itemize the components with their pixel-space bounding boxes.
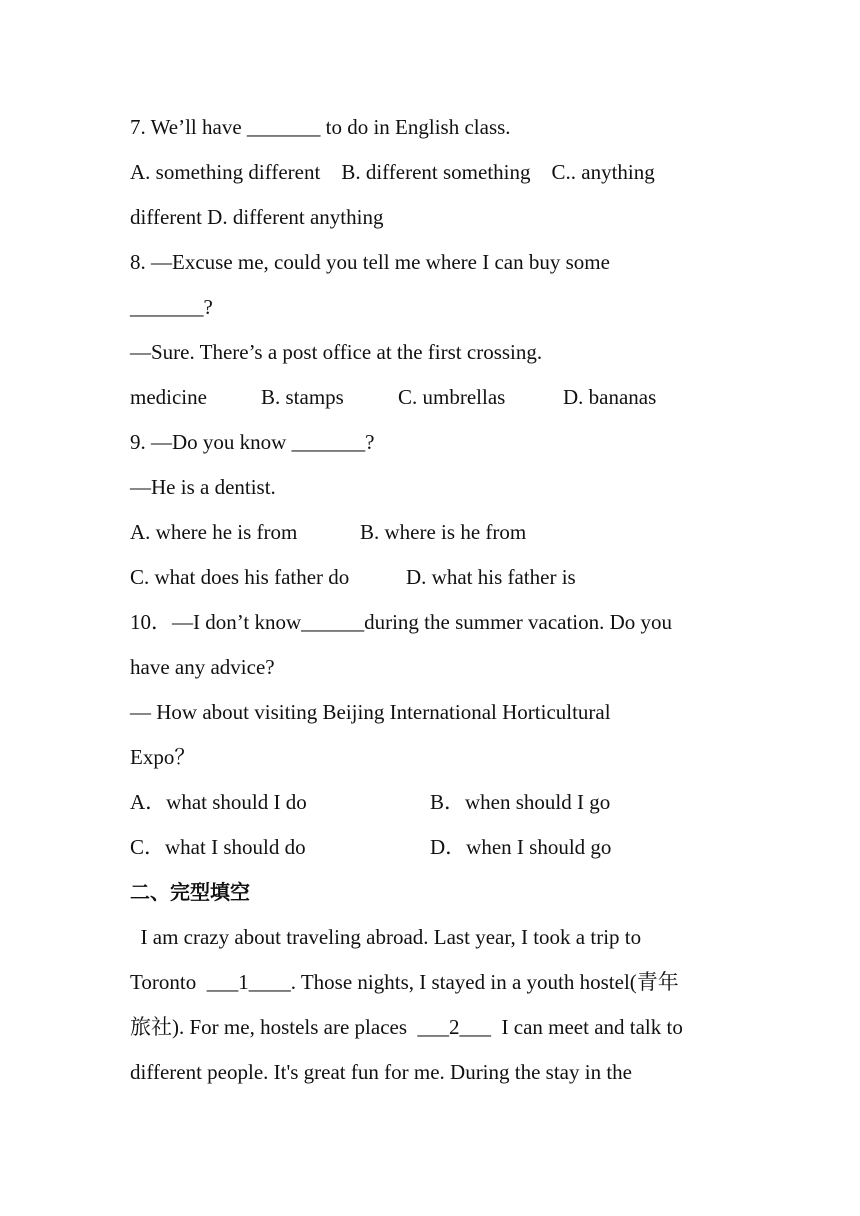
q10-option-c: C．what I should do [130,835,306,859]
q9-option-d: D. what his father is [406,565,576,589]
q10-stem-line1: 10．—I don’t know______during the summer vacation. Do you [130,610,673,634]
passage-line3 [130,1013,683,1041]
passage-line2-post: . Those nights, I stayed in a youth hostel(青年 [290,970,679,994]
q9-option-b: B. where is he from [360,520,527,544]
q10-answer-line1: — How about visiting Beijing International Horticultural [130,700,611,724]
q10-option-b: B．when should I go [430,790,611,814]
q8-option-2: B. stamps [261,385,344,409]
q8-answer: —Sure. There’s a post office at the first crossing. [130,340,543,364]
q9-option-a: A. where he is from [130,520,298,544]
q7-stem: 7. We’ll have _______ to do in English class. [130,115,511,139]
q7-options-line1: A. something different B. different something C.. anything [130,160,655,184]
passage-line1: I am crazy about traveling abroad. Last year, I took a trip to [130,925,642,949]
q10-option-d: D．when I should go [430,835,612,859]
passage-line3-pre: 旅社). For me, hostels are places [130,1015,418,1039]
passage-line2-pre: Toronto [130,970,207,994]
q8-option-4: D. bananas [563,385,657,409]
q10-stem-line2: have any advice? [130,655,275,679]
passage-line2 [130,968,679,996]
q7-options-line2: different D. different anything [130,205,384,229]
q10-answer-line2: Expo？ [130,745,196,769]
q8-option-1: medicine [130,385,207,409]
q8-option-3: C. umbrellas [398,385,506,409]
passage-line3-post: I can meet and talk to [491,1015,683,1039]
q9-option-c: C. what does his father do [130,565,350,589]
section-heading: 二、完型填空 [130,880,250,904]
passage-line4: different people. It's great fun for me. During the stay in the [130,1060,632,1084]
q8-stem-line2: _______? [130,295,213,319]
blank-2: ___2___ [417,1015,492,1039]
q9-answer: —He is a dentist. [130,475,276,499]
blank-1: ___1____ [206,970,291,994]
q10-option-a: A．what should I do [130,790,307,814]
q8-stem-line1: 8. —Excuse me, could you tell me where I can buy some [130,250,610,274]
q9-stem: 9. —Do you know _______? [130,430,375,454]
